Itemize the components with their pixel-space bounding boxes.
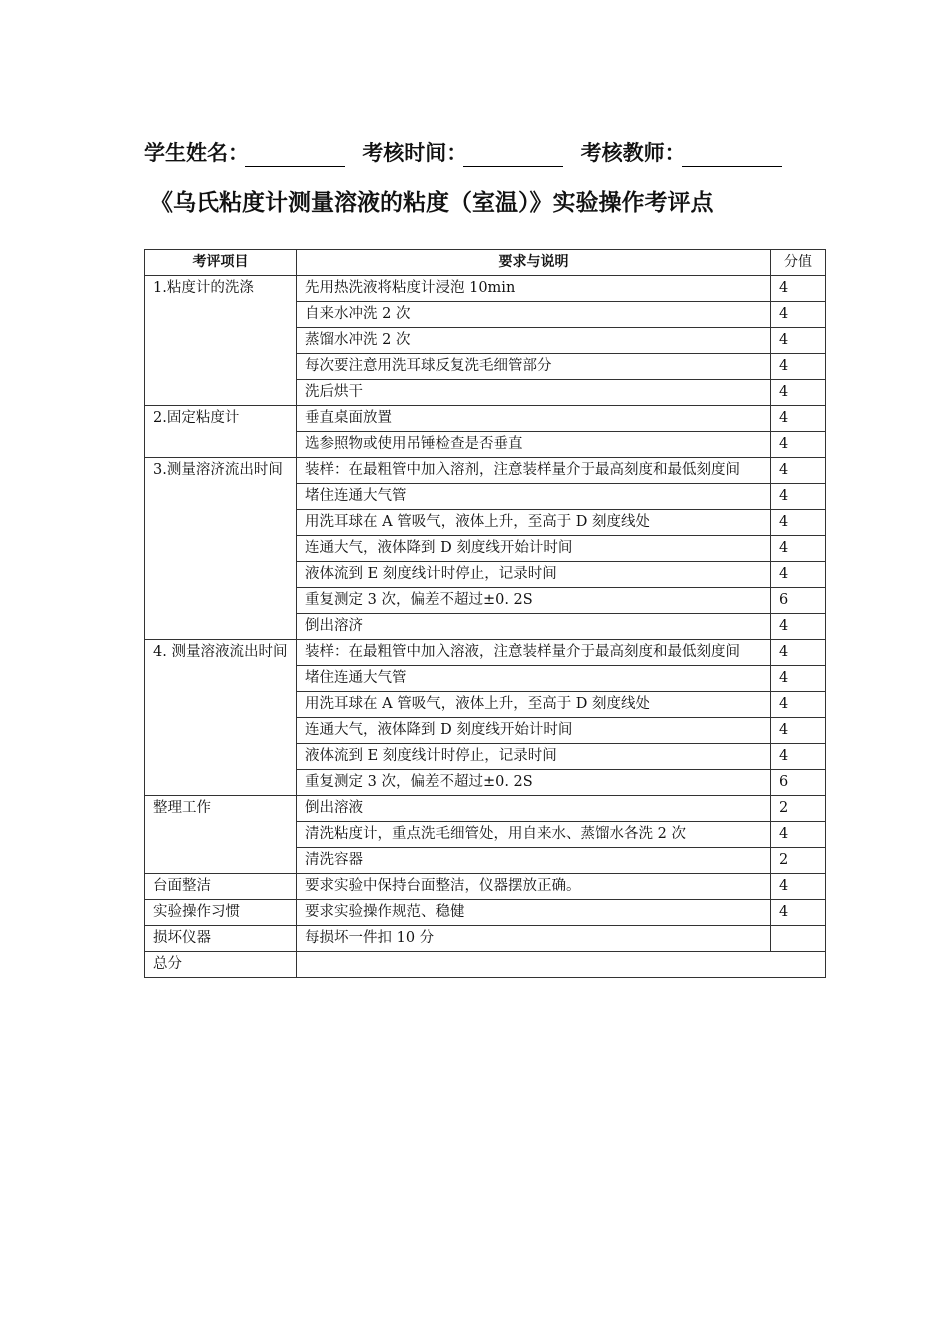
points-cell: 4 <box>771 822 826 848</box>
table-row <box>145 458 826 484</box>
points-cell: 4 <box>771 328 826 354</box>
evaluation-item: 实验操作习惯 <box>145 900 297 926</box>
requirement-cell: 堵住连通大气管 <box>297 666 771 692</box>
total-value-cell <box>297 952 826 978</box>
requirement-cell: 连通大气，液体降到 D 刻度线开始计时间 <box>297 718 771 744</box>
points-cell: 4 <box>771 562 826 588</box>
requirement-cell: 连通大气，液体降到 D 刻度线开始计时间 <box>297 536 771 562</box>
requirement-cell: 倒出溶济 <box>297 614 771 640</box>
points-cell <box>771 926 826 952</box>
requirement-cell: 装样：在最粗管中加入溶液，注意装样量介于最高刻度和最低刻度间 <box>297 640 771 666</box>
requirement-cell: 先用热洗液将粘度计浸泡 10min <box>297 276 771 302</box>
student-name-field <box>144 134 345 167</box>
requirement-cell: 要求实验中保持台面整洁，仪器摆放正确。 <box>297 874 771 900</box>
requirement-cell: 垂直桌面放置 <box>297 406 771 432</box>
points-cell: 4 <box>771 354 826 380</box>
table-row <box>145 926 826 952</box>
points-cell: 4 <box>771 666 826 692</box>
total-label: 总分 <box>145 952 297 978</box>
points-cell: 4 <box>771 510 826 536</box>
evaluation-item: 2.固定粘度计 <box>145 406 297 458</box>
evaluation-item: 台面整洁 <box>145 874 297 900</box>
requirement-cell: 清洗粘度计，重点洗毛细管处，用自来水、蒸馏水各洗 2 次 <box>297 822 771 848</box>
requirement-cell: 用洗耳球在 A 管吸气，液体上升，至高于 D 刻度线处 <box>297 510 771 536</box>
scoring-table <box>144 249 826 978</box>
table-body <box>145 276 826 978</box>
points-cell: 4 <box>771 744 826 770</box>
points-cell: 6 <box>771 588 826 614</box>
points-cell: 4 <box>771 536 826 562</box>
points-cell: 4 <box>771 302 826 328</box>
table-header-row <box>145 250 826 276</box>
requirement-cell: 要求实验操作规范、稳健 <box>297 900 771 926</box>
evaluation-item: 损坏仪器 <box>145 926 297 952</box>
requirement-cell: 清洗容器 <box>297 848 771 874</box>
examiner-label: 考核教师： <box>580 141 686 165</box>
table-row <box>145 406 826 432</box>
evaluation-item: 4. 测量溶液流出时间 <box>145 640 297 796</box>
table-row <box>145 900 826 926</box>
points-cell: 4 <box>771 874 826 900</box>
points-cell: 4 <box>771 692 826 718</box>
evaluation-item: 3.测量溶济流出时间 <box>145 458 297 640</box>
requirement-cell: 液体流到 E 刻度线计时停止，记录时间 <box>297 744 771 770</box>
requirement-cell: 蒸馏水冲洗 2 次 <box>297 328 771 354</box>
points-cell: 4 <box>771 406 826 432</box>
examiner-field <box>581 134 782 167</box>
points-cell: 2 <box>771 796 826 822</box>
exam-time-field <box>362 134 563 167</box>
table-row <box>145 796 826 822</box>
points-cell: 4 <box>771 900 826 926</box>
requirement-cell: 堵住连通大气管 <box>297 484 771 510</box>
points-cell: 4 <box>771 718 826 744</box>
exam-time-label: 考核时间： <box>362 141 468 165</box>
requirement-cell: 液体流到 E 刻度线计时停止，记录时间 <box>297 562 771 588</box>
requirement-cell: 重复测定 3 次，偏差不超过±0. 2S <box>297 770 771 796</box>
points-cell: 4 <box>771 484 826 510</box>
requirement-cell: 每损坏一件扣 10 分 <box>297 926 771 952</box>
header-requirement: 要求与说明 <box>297 250 771 276</box>
requirement-cell: 重复测定 3 次，偏差不超过±0. 2S <box>297 588 771 614</box>
requirement-cell: 洗后烘干 <box>297 380 771 406</box>
student-name-blank <box>245 134 345 167</box>
exam-info-header <box>144 134 824 167</box>
total-row <box>145 952 826 978</box>
evaluation-item: 整理工作 <box>145 796 297 874</box>
points-cell: 6 <box>771 770 826 796</box>
requirement-cell: 自来水冲洗 2 次 <box>297 302 771 328</box>
requirement-cell: 每次要注意用洗耳球反复洗毛细管部分 <box>297 354 771 380</box>
requirement-cell: 用洗耳球在 A 管吸气，液体上升，至高于 D 刻度线处 <box>297 692 771 718</box>
points-cell: 4 <box>771 640 826 666</box>
points-cell: 4 <box>771 276 826 302</box>
requirement-cell: 倒出溶液 <box>297 796 771 822</box>
requirement-cell: 装样：在最粗管中加入溶剂，注意装样量介于最高刻度和最低刻度间 <box>297 458 771 484</box>
points-cell: 4 <box>771 614 826 640</box>
table-row <box>145 276 826 302</box>
points-cell: 2 <box>771 848 826 874</box>
header-points: 分值 <box>771 250 826 276</box>
requirement-cell: 选参照物或使用吊锤检查是否垂直 <box>297 432 771 458</box>
points-cell: 4 <box>771 458 826 484</box>
header-item: 考评项目 <box>145 250 297 276</box>
exam-time-blank <box>463 134 563 167</box>
table-row <box>145 874 826 900</box>
student-name-label: 学生姓名： <box>144 141 249 165</box>
table-row <box>145 640 826 666</box>
points-cell: 4 <box>771 380 826 406</box>
points-cell: 4 <box>771 432 826 458</box>
evaluation-item: 1.粘度计的洗涤 <box>145 276 297 406</box>
document-title: 《乌氏粘度计测量溶液的粘度（室温）》实验操作考评点 <box>150 190 714 216</box>
examiner-blank <box>682 134 782 167</box>
